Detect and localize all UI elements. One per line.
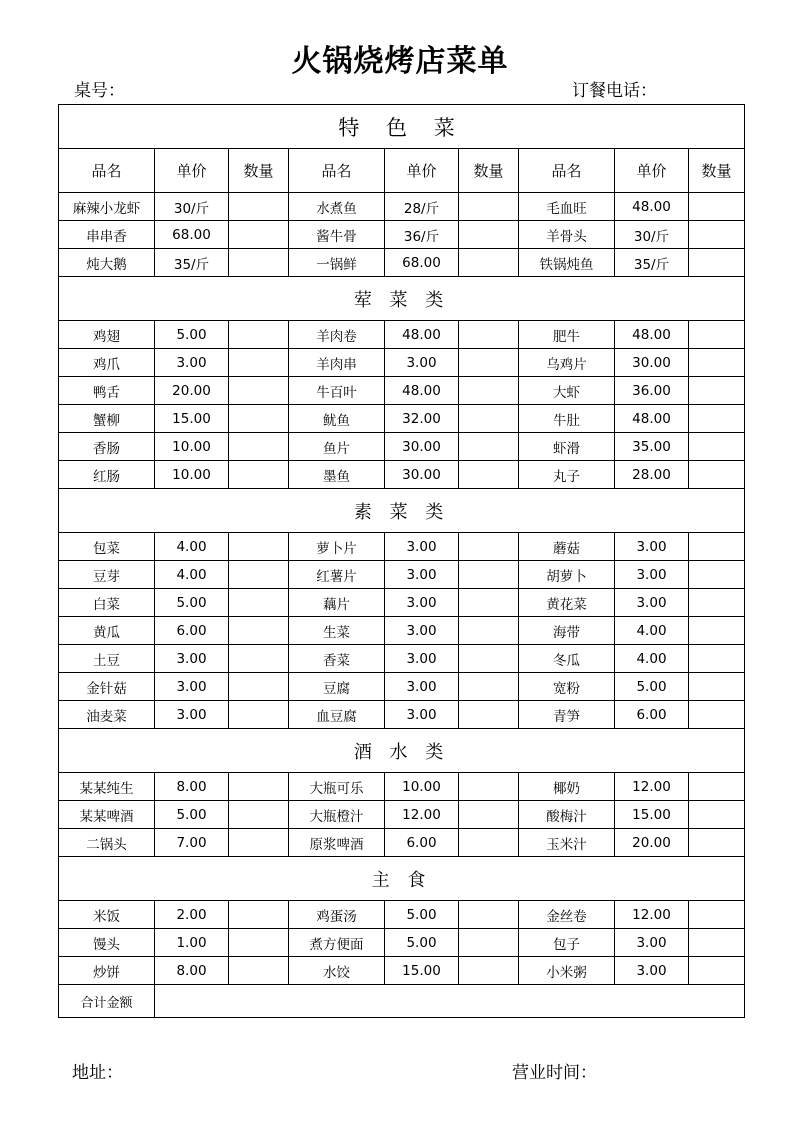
item-price: 35/斤 [155,249,229,277]
item-name: 玉米汁 [519,829,615,857]
quantity-cell[interactable] [229,433,289,461]
section-title: 酒 水 类 [59,729,745,773]
item-price: 30/斤 [615,221,689,249]
table-row [59,461,745,489]
quantity-cell[interactable] [689,673,745,701]
item-price: 5.00 [385,929,459,957]
item-name: 大瓶橙汁 [289,801,385,829]
item-name: 铁锅炖鱼 [519,249,615,277]
item-name: 原浆啤酒 [289,829,385,857]
item-name: 包菜 [59,533,155,561]
item-name: 生菜 [289,617,385,645]
quantity-cell[interactable] [229,193,289,221]
item-price: 15.00 [615,801,689,829]
quantity-cell[interactable] [229,617,289,645]
item-price: 30.00 [615,349,689,377]
item-name: 鱼片 [289,433,385,461]
quantity-cell[interactable] [459,561,519,589]
table-row [59,561,745,589]
item-price: 35.00 [615,433,689,461]
table-row [59,589,745,617]
item-name: 某某纯生 [59,773,155,801]
table-row [59,957,745,985]
item-name: 大虾 [519,377,615,405]
quantity-cell[interactable] [689,193,745,221]
item-name: 煮方便面 [289,929,385,957]
section-header-row [59,729,745,773]
total-amount-cell[interactable] [155,985,745,1018]
table-row [59,929,745,957]
address-label: 地址： [72,1063,123,1083]
item-price: 20.00 [155,377,229,405]
quantity-cell[interactable] [459,221,519,249]
item-price: 48.00 [615,405,689,433]
item-price: 12.00 [615,901,689,929]
quantity-cell[interactable] [459,405,519,433]
phone-label: 订餐电话： [572,81,657,101]
quantity-cell[interactable] [459,461,519,489]
quantity-cell[interactable] [229,377,289,405]
item-name: 麻辣小龙虾 [59,193,155,221]
quantity-cell[interactable] [459,249,519,277]
section-title: 主 食 [59,857,745,901]
item-name: 水煮鱼 [289,193,385,221]
item-name: 酱牛骨 [289,221,385,249]
item-price: 3.00 [615,533,689,561]
item-price: 5.00 [385,901,459,929]
item-name: 炖大鹅 [59,249,155,277]
section-header-row [59,489,745,533]
table-row [59,829,745,857]
item-name: 金针菇 [59,673,155,701]
item-name: 酸梅汁 [519,801,615,829]
item-price: 10.00 [155,461,229,489]
item-name: 蟹柳 [59,405,155,433]
item-price: 15.00 [385,957,459,985]
item-price: 10.00 [155,433,229,461]
item-name: 鸡翅 [59,321,155,349]
item-name: 某某啤酒 [59,801,155,829]
table-row [59,349,745,377]
item-price: 30.00 [385,433,459,461]
quantity-cell[interactable] [459,193,519,221]
quantity-cell[interactable] [229,533,289,561]
item-price: 68.00 [155,221,229,249]
quantity-cell[interactable] [459,673,519,701]
column-header: 数量 [689,149,745,193]
quantity-cell[interactable] [689,405,745,433]
table-row [59,533,745,561]
total-label: 合计金额 [59,985,155,1018]
item-price: 30/斤 [155,193,229,221]
item-price: 28/斤 [385,193,459,221]
quantity-cell[interactable] [229,405,289,433]
quantity-cell[interactable] [689,461,745,489]
quantity-cell[interactable] [229,249,289,277]
item-name: 豆腐 [289,673,385,701]
item-price: 10.00 [385,773,459,801]
item-price: 48.00 [615,321,689,349]
table-row [59,377,745,405]
column-header: 数量 [459,149,519,193]
item-name: 串串香 [59,221,155,249]
item-name: 蘑菇 [519,533,615,561]
quantity-cell[interactable] [459,901,519,929]
table-row [59,221,745,249]
item-price: 15.00 [155,405,229,433]
item-price: 12.00 [615,773,689,801]
item-name: 黄花菜 [519,589,615,617]
quantity-cell[interactable] [229,321,289,349]
table-row [59,249,745,277]
item-name: 椰奶 [519,773,615,801]
item-price: 4.00 [155,561,229,589]
item-price: 7.00 [155,829,229,857]
item-name: 米饭 [59,901,155,929]
item-price: 20.00 [615,829,689,857]
item-price: 35/斤 [615,249,689,277]
quantity-cell[interactable] [689,349,745,377]
quantity-cell[interactable] [689,433,745,461]
menu-table [58,104,745,1018]
item-name: 小米粥 [519,957,615,985]
column-header: 单价 [385,149,459,193]
quantity-cell[interactable] [229,561,289,589]
item-price: 3.00 [385,673,459,701]
item-price: 5.00 [155,321,229,349]
item-price: 28.00 [615,461,689,489]
section-title: 荤 菜 类 [59,277,745,321]
quantity-cell[interactable] [689,645,745,673]
item-name: 鸭舌 [59,377,155,405]
quantity-cell[interactable] [689,801,745,829]
item-name: 金丝卷 [519,901,615,929]
table-row [59,433,745,461]
item-price: 3.00 [615,589,689,617]
table-row [59,673,745,701]
item-price: 3.00 [385,561,459,589]
item-name: 鸡爪 [59,349,155,377]
item-price: 4.00 [155,533,229,561]
item-name: 墨鱼 [289,461,385,489]
item-price: 3.00 [155,349,229,377]
item-price: 6.00 [615,701,689,729]
item-name: 藕片 [289,589,385,617]
item-price: 3.00 [385,533,459,561]
item-name: 二锅头 [59,829,155,857]
item-name: 羊骨头 [519,221,615,249]
column-header: 品名 [289,149,385,193]
business-hours-label: 营业时间： [512,1063,597,1083]
item-price: 32.00 [385,405,459,433]
table-row [59,193,745,221]
item-price: 5.00 [615,673,689,701]
column-header: 品名 [59,149,155,193]
item-name: 血豆腐 [289,701,385,729]
quantity-cell[interactable] [229,221,289,249]
quantity-cell[interactable] [689,221,745,249]
item-price: 3.00 [385,617,459,645]
item-price: 8.00 [155,957,229,985]
quantity-cell[interactable] [459,533,519,561]
item-name: 白菜 [59,589,155,617]
item-price: 12.00 [385,801,459,829]
quantity-cell[interactable] [229,929,289,957]
quantity-cell[interactable] [229,645,289,673]
item-name: 油麦菜 [59,701,155,729]
table-row [59,321,745,349]
item-price: 6.00 [155,617,229,645]
quantity-cell[interactable] [689,533,745,561]
item-name: 羊肉串 [289,349,385,377]
quantity-cell[interactable] [459,801,519,829]
section-header-row [59,105,745,149]
quantity-cell[interactable] [229,589,289,617]
item-name: 黄瓜 [59,617,155,645]
quantity-cell[interactable] [689,929,745,957]
quantity-cell[interactable] [459,957,519,985]
item-price: 3.00 [615,929,689,957]
table-row [59,773,745,801]
table-row [59,901,745,929]
item-price: 3.00 [155,645,229,673]
section-title: 素 菜 类 [59,489,745,533]
section-header-row [59,277,745,321]
item-price: 3.00 [155,673,229,701]
item-price: 3.00 [385,701,459,729]
quantity-cell[interactable] [229,701,289,729]
item-name: 水饺 [289,957,385,985]
item-name: 红薯片 [289,561,385,589]
item-price: 5.00 [155,589,229,617]
quantity-cell[interactable] [689,249,745,277]
item-price: 4.00 [615,617,689,645]
item-name: 香菜 [289,645,385,673]
item-price: 3.00 [385,645,459,673]
column-header: 品名 [519,149,615,193]
item-name: 牛百叶 [289,377,385,405]
item-name: 鸡蛋汤 [289,901,385,929]
item-name: 一锅鲜 [289,249,385,277]
quantity-cell[interactable] [459,433,519,461]
quantity-cell[interactable] [459,701,519,729]
item-price: 2.00 [155,901,229,929]
quantity-cell[interactable] [689,589,745,617]
column-header: 数量 [229,149,289,193]
quantity-cell[interactable] [459,929,519,957]
item-price: 4.00 [615,645,689,673]
item-price: 6.00 [385,829,459,857]
quantity-cell[interactable] [229,773,289,801]
quantity-cell[interactable] [459,377,519,405]
quantity-cell[interactable] [229,461,289,489]
quantity-cell[interactable] [689,561,745,589]
column-header: 单价 [615,149,689,193]
menu-title: 火锅烧烤店菜单 [291,44,509,79]
section-header-row [59,857,745,901]
item-price: 3.00 [155,701,229,729]
table-number-label: 桌号： [74,81,125,101]
quantity-cell[interactable] [229,957,289,985]
item-name: 包子 [519,929,615,957]
quantity-cell[interactable] [229,673,289,701]
quantity-cell[interactable] [229,901,289,929]
item-name: 宽粉 [519,673,615,701]
table-row [59,701,745,729]
quantity-cell[interactable] [689,617,745,645]
quantity-cell[interactable] [689,957,745,985]
item-name: 胡萝卜 [519,561,615,589]
item-name: 肥牛 [519,321,615,349]
table-row [59,617,745,645]
quantity-cell[interactable] [459,589,519,617]
item-price: 36/斤 [385,221,459,249]
quantity-cell[interactable] [459,773,519,801]
item-price: 48.00 [385,377,459,405]
quantity-cell[interactable] [689,829,745,857]
item-price: 3.00 [385,349,459,377]
item-name: 青笋 [519,701,615,729]
item-name: 炒饼 [59,957,155,985]
item-price: 48.00 [615,193,689,221]
item-name: 乌鸡片 [519,349,615,377]
item-name: 虾滑 [519,433,615,461]
quantity-cell[interactable] [229,801,289,829]
quantity-cell[interactable] [689,377,745,405]
quantity-cell[interactable] [229,829,289,857]
item-price: 3.00 [615,957,689,985]
quantity-cell[interactable] [689,321,745,349]
table-row [59,801,745,829]
item-name: 红肠 [59,461,155,489]
item-name: 鱿鱼 [289,405,385,433]
item-price: 5.00 [155,801,229,829]
item-name: 冬瓜 [519,645,615,673]
item-price: 1.00 [155,929,229,957]
item-name: 牛肚 [519,405,615,433]
item-price: 48.00 [385,321,459,349]
item-name: 大瓶可乐 [289,773,385,801]
item-name: 海带 [519,617,615,645]
quantity-cell[interactable] [459,321,519,349]
quantity-cell[interactable] [459,617,519,645]
table-row [59,405,745,433]
item-name: 羊肉卷 [289,321,385,349]
item-name: 馒头 [59,929,155,957]
section-title: 特 色 菜 [59,105,745,149]
quantity-cell[interactable] [689,773,745,801]
table-row [59,645,745,673]
quantity-cell[interactable] [689,901,745,929]
item-price: 8.00 [155,773,229,801]
column-header: 单价 [155,149,229,193]
item-price: 3.00 [385,589,459,617]
quantity-cell[interactable] [689,701,745,729]
quantity-cell[interactable] [459,349,519,377]
item-name: 丸子 [519,461,615,489]
total-row [59,985,745,1018]
item-price: 68.00 [385,249,459,277]
item-price: 36.00 [615,377,689,405]
item-name: 萝卜片 [289,533,385,561]
item-name: 香肠 [59,433,155,461]
column-header-row [59,149,745,193]
item-price: 30.00 [385,461,459,489]
item-name: 毛血旺 [519,193,615,221]
quantity-cell[interactable] [459,829,519,857]
item-price: 3.00 [615,561,689,589]
item-name: 土豆 [59,645,155,673]
item-name: 豆芽 [59,561,155,589]
quantity-cell[interactable] [459,645,519,673]
quantity-cell[interactable] [229,349,289,377]
